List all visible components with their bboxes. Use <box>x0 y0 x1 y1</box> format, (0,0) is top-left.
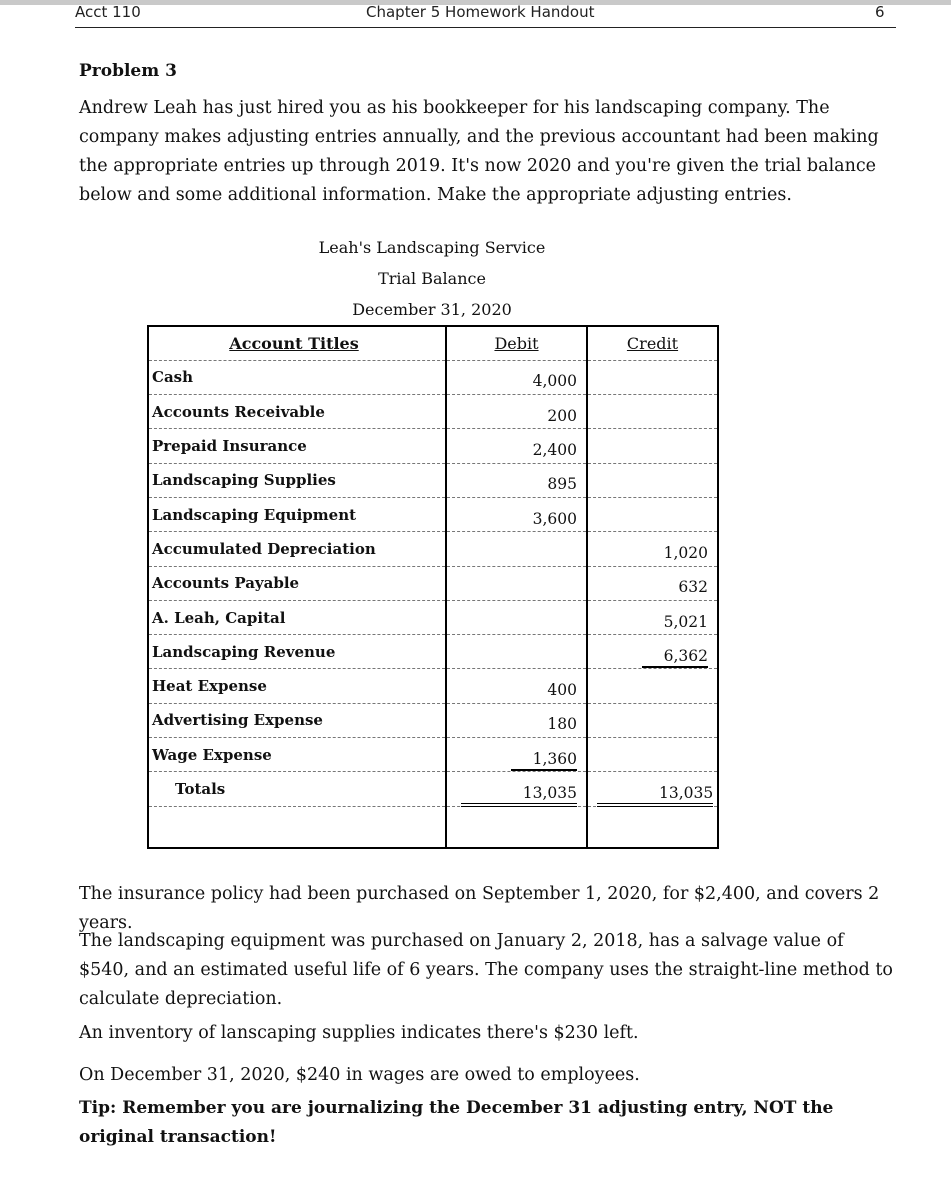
table-row <box>148 532 718 566</box>
debit-amount: 180 <box>446 703 587 737</box>
table-row <box>148 395 718 429</box>
table-header-row <box>148 326 718 360</box>
debit-amount <box>446 600 587 634</box>
statement-date: December 31, 2020 <box>352 300 512 319</box>
credit-amount <box>587 703 718 737</box>
totals-label: Totals <box>148 772 446 806</box>
table-row <box>148 703 718 737</box>
table-row <box>148 463 718 497</box>
total-debit <box>446 772 587 806</box>
credit-amount: 5,021 <box>587 600 718 634</box>
table-row <box>148 635 718 669</box>
debit-amount: 2,400 <box>446 429 587 463</box>
account-title: Advertising Expense <box>148 703 446 737</box>
table-row <box>148 669 718 703</box>
debit-amount <box>446 566 587 600</box>
credit-amount <box>587 497 718 531</box>
wages-info: On December 31, 2020, $240 in wages are owed to employees. <box>79 1065 640 1085</box>
problem-heading: Problem 3 <box>79 61 177 81</box>
account-title: Landscaping Supplies <box>148 463 446 497</box>
debit-amount: 4,000 <box>446 360 587 394</box>
account-title: Wage Expense <box>148 738 446 772</box>
page-number: 6 <box>875 3 885 21</box>
debit-subtotal-underlined: 1,360 <box>511 750 577 771</box>
tip-note: Tip: Remember you are journalizing the December 31 adjusting entry, NOT the original transaction! <box>79 1098 834 1147</box>
supplies-info: An inventory of lanscaping supplies indicates there's $230 left. <box>79 1023 639 1043</box>
account-title: Prepaid Insurance <box>148 429 446 463</box>
totals-row <box>148 772 718 806</box>
table-row <box>148 497 718 531</box>
table-row <box>148 429 718 463</box>
course-label: Acct 110 <box>75 3 141 21</box>
handout-title: Chapter 5 Homework Handout <box>366 3 595 21</box>
problem-intro: Andrew Leah has just hired you as his bookkeeper for his landscaping company. The company makes adjusting entries annually, and the previous accountant had been making the appropriate entries up through 2019. It's now 2020 and you're given the trial balance below and some additional information. Make the appropriate adjusting entries. <box>79 98 879 205</box>
credit-amount <box>587 360 718 394</box>
table-row <box>148 600 718 634</box>
trial-balance-table <box>147 325 719 849</box>
credit-amount: 1,020 <box>587 532 718 566</box>
debit-amount: 895 <box>446 463 587 497</box>
credit-subtotal-underlined: 6,362 <box>642 647 708 668</box>
table-row <box>148 360 718 394</box>
debit-header: Debit <box>446 326 587 360</box>
credit-amount <box>587 429 718 463</box>
empty-row <box>148 806 718 848</box>
page-header <box>0 0 951 24</box>
credit-amount: 632 <box>587 566 718 600</box>
account-title: Heat Expense <box>148 669 446 703</box>
credit-amount <box>587 395 718 429</box>
debit-amount: 3,600 <box>446 497 587 531</box>
account-title: Accumulated Depreciation <box>148 532 446 566</box>
credit-header: Credit <box>587 326 718 360</box>
credit-amount <box>587 738 718 772</box>
account-title: Landscaping Equipment <box>148 497 446 531</box>
account-title: Landscaping Revenue <box>148 635 446 669</box>
account-title: Accounts Receivable <box>148 395 446 429</box>
insurance-info: The insurance policy had been purchased on September 1, 2020, for $2,400, and covers 2 years. <box>79 884 880 933</box>
account-titles-header: Account Titles <box>148 326 446 360</box>
credit-amount <box>587 463 718 497</box>
statement-name: Trial Balance <box>378 269 486 288</box>
company-name: Leah's Landscaping Service <box>318 238 546 257</box>
table-row <box>148 566 718 600</box>
account-title: A. Leah, Capital <box>148 600 446 634</box>
equipment-info: The landscaping equipment was purchased on January 2, 2018, has a salvage value of $540, and an estimated useful life of 6 years. The company uses the straight-line method to calculate depreciation. <box>79 931 893 1009</box>
account-title: Accounts Payable <box>148 566 446 600</box>
debit-amount: 200 <box>446 395 587 429</box>
account-title: Cash <box>148 360 446 394</box>
debit-amount <box>446 635 587 669</box>
total-credit-value: 13,035 <box>597 784 713 807</box>
debit-amount <box>446 738 587 772</box>
debit-amount: 400 <box>446 669 587 703</box>
total-credit <box>587 772 718 806</box>
table-row <box>148 738 718 772</box>
credit-amount <box>587 669 718 703</box>
debit-amount <box>446 532 587 566</box>
credit-amount <box>587 635 718 669</box>
total-debit-value: 13,035 <box>461 784 577 807</box>
